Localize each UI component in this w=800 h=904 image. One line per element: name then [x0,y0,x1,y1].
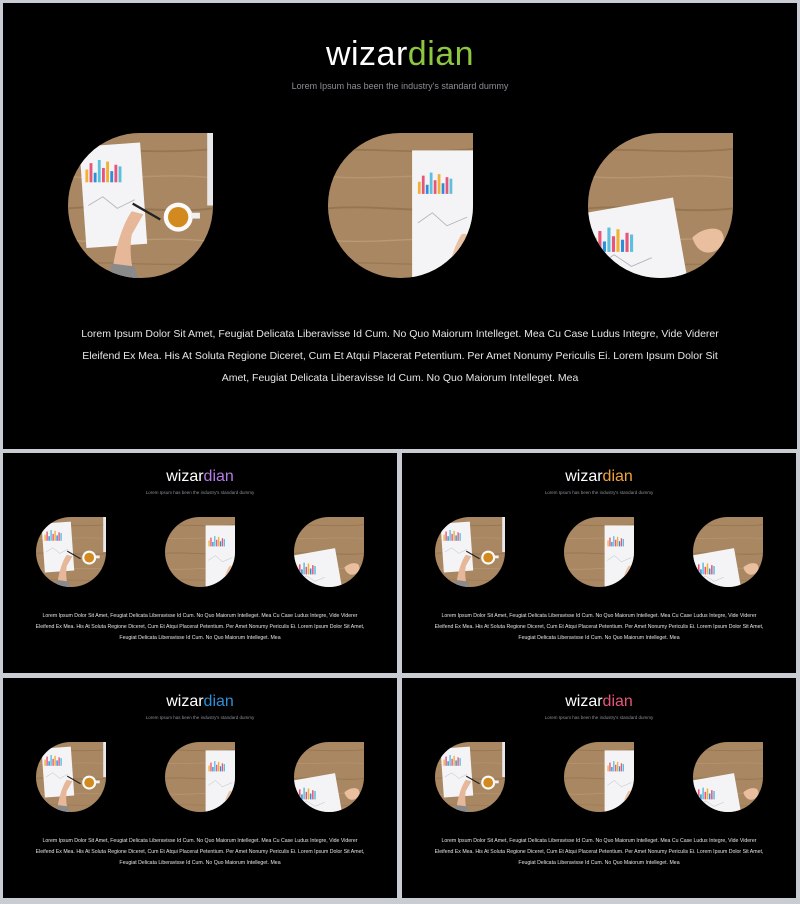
title-accent: dian [407,35,475,73]
title-prefix: wizar [166,693,204,710]
slide-title [402,693,796,711]
slide-subtitle: Lorem Ipsum has been the industry's standard dummy [544,715,654,720]
photo-chart-paper [564,517,634,587]
photo-chart-hand [693,742,763,812]
photo-hand-pen-coffee [36,517,106,587]
title-prefix: wizar [565,468,603,485]
slide-title [402,468,796,486]
slide-body-text: Lorem Ipsum Dolor Sit Amet, Feugiat Delicata Liberavisse Id Cum. No Quo Maiorum Intelleget. Mea Cu Case Ludus Integre, Vide Viderer Eleifend Ex Mea. His At Soluta Regione Diceret, Cum Et Atqui Placerat Petentium. Per Amet Nonumy Periculis Ei. Lorem Ipsum Dolor Sit Amet, Feugiat Delicata Liberavisse Id Cum. No Quo Maiorum Intelleget. Mea [35,613,365,641]
title-accent: dian [203,468,234,485]
photo-chart-paper [564,742,634,812]
slide-title [3,35,797,74]
title-prefix: wizar [565,693,603,710]
slide-title [3,693,397,711]
photo-chart-paper [165,742,235,812]
slide-body-text: Lorem Ipsum Dolor Sit Amet, Feugiat Delicata Liberavisse Id Cum. No Quo Maiorum Intelleget. Mea Cu Case Ludus Integre, Vide Viderer Eleifend Ex Mea. His At Soluta Regione Diceret, Cum Et Atqui Placerat Petentium. Per Amet Nonumy Periculis Ei. Lorem Ipsum Dolor Sit Amet, Feugiat Delicata Liberavisse Id Cum. No Quo Maiorum Intelleget. Mea [434,838,764,866]
slide-body-text: Lorem Ipsum Dolor Sit Amet, Feugiat Delicata Liberavisse Id Cum. No Quo Maiorum Intelleget. Mea Cu Case Ludus Integre, Vide Viderer Eleifend Ex Mea. His At Soluta Regione Diceret, Cum Et Atqui Placerat Petentium. Per Amet Nonumy Periculis Ei. Lorem Ipsum Dolor Sit Amet, Feugiat Delicata Liberavisse Id Cum. No Quo Maiorum Intelleget. Mea [434,613,764,641]
photo-chart-paper [328,133,473,278]
photo-chart-hand [693,517,763,587]
slide-subtitle: Lorem Ipsum has been the industry's standard dummy [145,490,255,495]
photo-hand-pen-coffee [435,742,505,812]
photo-hand-pen-coffee [68,133,213,278]
photo-chart-hand [294,742,364,812]
slide-subtitle: Lorem Ipsum has been the industry's standard dummy [145,715,255,720]
title-accent: dian [602,693,633,710]
slide-body-text: Lorem Ipsum Dolor Sit Amet, Feugiat Delicata Liberavisse Id Cum. No Quo Maiorum Intelleget. Mea Cu Case Ludus Integre, Vide Viderer Eleifend Ex Mea. His At Soluta Regione Diceret, Cum Et Atqui Placerat Petentium. Per Amet Nonumy Periculis Ei. Lorem Ipsum Dolor Sit Amet, Feugiat Delicata Liberavisse Id Cum. No Quo Maiorum Intelleget. Mea [35,838,365,866]
slide-subtitle: Lorem Ipsum has been the industry's standard dummy [544,490,654,495]
photo-chart-hand [588,133,733,278]
slide-variant-pink [402,678,796,898]
photo-hand-pen-coffee [435,517,505,587]
slide-variant-orange [402,453,796,673]
slide-variant-blue [3,678,397,898]
photo-chart-hand [294,517,364,587]
title-accent: dian [203,693,234,710]
photo-chart-paper [165,517,235,587]
photo-hand-pen-coffee [36,742,106,812]
slide-body-text: Lorem Ipsum Dolor Sit Amet, Feugiat Delicata Liberavisse Id Cum. No Quo Maiorum Intelleget. Mea Cu Case Ludus Integre, Vide Viderer Eleifend Ex Mea. His At Soluta Regione Diceret, Cum Et Atqui Placerat Petentium. Per Amet Nonumy Periculis Ei. Lorem Ipsum Dolor Sit Amet, Feugiat Delicata Liberavisse Id Cum. No Quo Maiorum Intelleget. Mea [81,328,719,384]
slide-subtitle: Lorem Ipsum has been the industry's standard dummy [291,81,509,91]
title-accent: dian [602,468,633,485]
slide-title [3,468,397,486]
slide-main [3,3,797,449]
title-prefix: wizar [325,35,408,73]
slide-variant-purple [3,453,397,673]
title-prefix: wizar [166,468,204,485]
